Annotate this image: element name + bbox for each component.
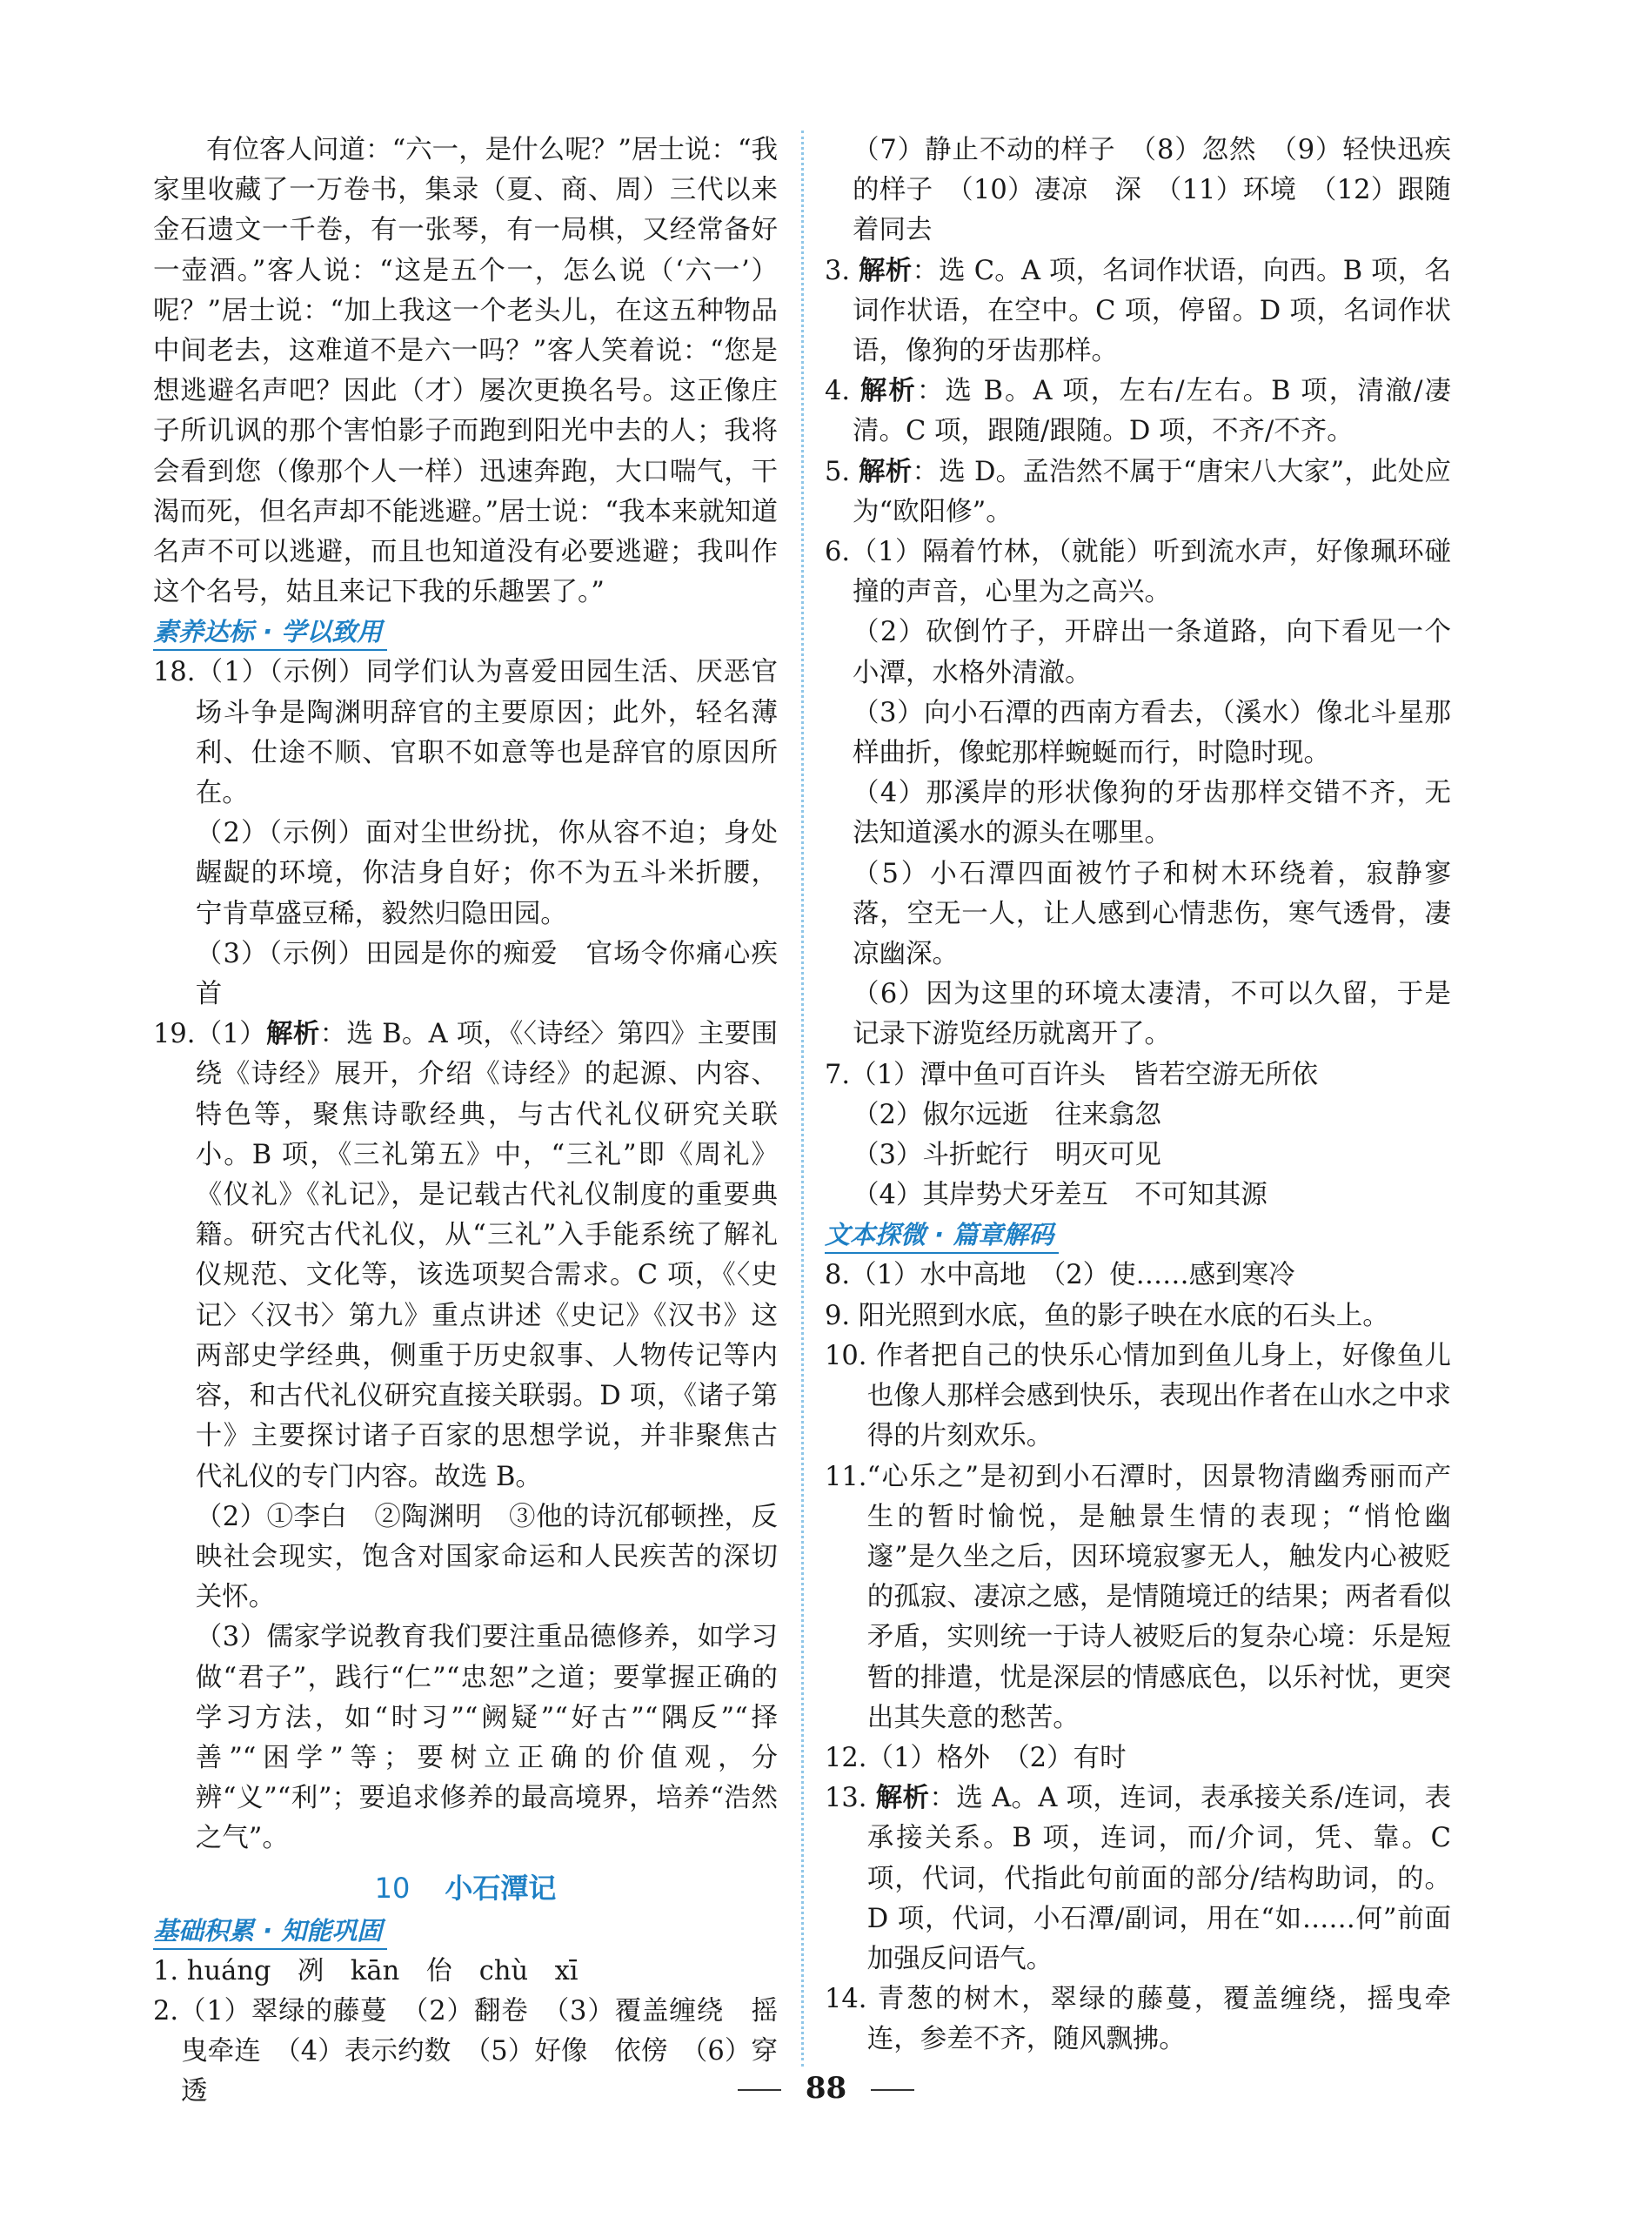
analysis-label: 解析	[859, 456, 913, 487]
answer-14: 14. 青葱的树木，翠绿的藤蔓，覆盖缠绕，摇曳牵连，参差不齐，随风飘拂。	[825, 1984, 1451, 2055]
answer-6-2: （2）砍倒竹子，开辟出一条道路，向下看见一个小潭，水格外清澈。	[853, 617, 1451, 688]
answer-6-5: （5）小石潭四面被竹子和树木环绕着，寂静寥落，空无一人，让人感到心情悲伤，寒气透骨，凄凉幽深。	[853, 858, 1451, 970]
answer-6-4: （4）那溪岸的形状像狗的牙齿那样交错不齐，无法知道溪水的源头在哪里。	[853, 778, 1451, 849]
section-heading-basics: 基础积累 · 知能巩固	[153, 1913, 387, 1950]
answer-11: 11.“心乐之”是初到小石潭时，因景物清幽秀丽而产生的暂时愉悦，是触景生情的表现；“悄怆幽邃”是久坐之后，因环境寂寥无人，触发内心被贬的孤寂、凄凉之感，是情随境迁的结果；两者看似矛盾，实则统一于诗人被贬后的复杂心境：乐是短暂的排遣，忧是深层的情感底色，以乐衬忧，更突出其失意的愁苦。	[825, 1461, 1451, 1733]
answer-18-2: （2）（示例）面对尘世纷扰，你从容不迫；身处龌龊的环境，你洁身自好；你不为五斗米折腰，宁肯草盛豆稀，毅然归隐田园。	[195, 818, 778, 929]
page-number: 88	[805, 2071, 847, 2106]
analysis-label: 解析	[859, 255, 913, 286]
analysis-label: 解析	[859, 376, 917, 407]
answer-7-1: 7.（1）潭中鱼可百许头 皆若空游无所依	[825, 1059, 1319, 1090]
answer-6-6: （6）因为这里的环境太凄清，不可以久留，于是记录下游览经历就离开了。	[853, 979, 1451, 1050]
footer-rule-left	[738, 2089, 781, 2091]
answer-1: 1. huáng 冽 kān 佁 chù xī	[153, 1955, 579, 1986]
left-column	[153, 131, 778, 2113]
footer-rule-right	[871, 2089, 914, 2091]
answer-2-continued: （7）静止不动的样子 （8）忽然 （9）轻快迅疾的样子 （10）凄凉 深 （11）环境 （12）跟随着同去	[853, 135, 1451, 246]
column-divider	[801, 131, 804, 2067]
answer-7-2: （2）俶尔远逝 往来翕忽	[853, 1099, 1161, 1130]
analysis-label: 解析	[875, 1783, 930, 1814]
lesson-heading	[153, 1868, 778, 1908]
right-column	[825, 131, 1451, 2060]
page-footer	[0, 2071, 1652, 2106]
answer-7-4: （4）其岸势犬牙差互 不可知其源	[853, 1180, 1267, 1211]
answer-9: 9. 阳光照到水底，鱼的影子映在水底的石头上。	[825, 1300, 1389, 1331]
answer-13: 13. 解析：选 A。A 项，连词，表承接关系/连词，表承接关系。B 项，连词，而/介词，凭、靠。C 项，代词，代指此句前面的部分/结构助词，的。D 项，代词，小石潭/副词，用在“如……何”前面加强反问语气。	[825, 1783, 1452, 1974]
lesson-number: 10	[374, 1871, 411, 1905]
answer-18-3: （3）（示例）田园是你的痴爱 官场令你痛心疾首	[195, 938, 778, 1010]
answer-18-1: 18.（1）（示例）同学们认为喜爱田园生活、厌恶官场斗争是陶渊明辞官的主要原因；此外，轻名薄利、仕途不顺、官职不如意等也是辞官的原因所在。	[153, 657, 778, 809]
answer-6-3: （3）向小石潭的西南方看去，（溪水）像北斗星那样曲折，像蛇那样蜿蜒而行，时隐时现。	[853, 697, 1451, 769]
answer-7-3: （3）斗折蛇行 明灭可见	[853, 1140, 1161, 1171]
answer-19-2: （2）①李白 ②陶渊明 ③他的诗沉郁顿挫，反映社会现实，饱含对国家命运和人民疾苦的深切关怀。	[195, 1501, 778, 1613]
answer-19-3: （3）儒家学说教育我们要注重品德修养，如学习做“君子”，践行“仁”“忠恕”之道；要掌握正确的学习方法，如“时习”“阙疑”“好古”“隅反”“择善”“困学”等；要树立正确的价值观，分辨“义”“利”；要追求修养的最高境界，培养“浩然之气”。	[195, 1622, 778, 1854]
answer-4: 4. 解析：选 B。A 项，左右/左右。B 项，清澈/凄清。C 项，跟随/跟随。D 项，不齐/不齐。	[825, 376, 1452, 447]
translation-paragraph: 有位客人问道：“六一，是什么呢？”居士说：“我家里收藏了一万卷书，集录（夏、商、周）三代以来金石遗文一千卷，有一张琴，有一局棋，又经常备好一壶酒。”客人说：“这是五个一，怎么说（‘六一’）呢？”居士说：“加上我这一个老头儿，在这五种物品中间老去，这难道不是六一吗？”客人笑着说：“您是想逃避名声吧？因此（才）屡次更换名号。这正像庄子所讥讽的那个害怕影子而跑到阳光中去的人；我将会看到您（像那个人一样）迅速奔跑，大口喘气，干渴而死，但名声却不能逃避。”居士说：“我本来就知道名声不可以逃避，而且也知道没有必要逃避；我叫作这个名号，姑且来记下我的乐趣罢了。”	[153, 135, 778, 608]
answer-3: 3. 解析：选 C。A 项，名词作状语，向西。B 项，名词作状语，在空中。C 项，停留。D 项，名词作状语，像狗的牙齿那样。	[825, 255, 1451, 367]
lesson-title: 小石潭记	[445, 1871, 557, 1905]
answer-2: 2.（1）翠绿的藤蔓 （2）翻卷 （3）覆盖缠绕 摇曳牵连 （4）表示约数 （5）好像 依傍 （6）穿透	[153, 1995, 778, 2107]
answer-5: 5. 解析：选 D。孟浩然不属于“唐宋八大家”，此处应为“欧阳修”。	[825, 456, 1452, 527]
answer-6-1: 6.（1）隔着竹林，（就能）听到流水声，好像珮环碰撞的声音，心里为之高兴。	[825, 537, 1451, 608]
answer-10: 10. 作者把自己的快乐心情加到鱼儿身上，好像鱼儿也像人那样会感到快乐，表现出作者在山水之中求得的片刻欢乐。	[825, 1340, 1451, 1452]
answer-8: 8.（1）水中高地 （2）使……感到寒冷	[825, 1260, 1295, 1291]
answer-19-1: 19.（1）解析：选 B。A 项，《〈诗经〉第四》主要围绕《诗经》展开，介绍《诗经》的起源、内容、特色等，聚焦诗歌经典，与古代礼仪研究关联小。B 项，《三礼第五》中，“三礼”即《周礼》《仪礼》《礼记》，是记载古代礼仪制度的重要典籍。研究古代礼仪，从“三礼”入手能系统了解礼仪规范、文化等，该选项契合需求。C 项，《〈史记〉〈汉书〉第九》重点讲述《史记》《汉书》这两部史学经典，侧重于历史叙事、人物传记等内容，和古代礼仪研究直接关联弱。D 项，《诸子第十》主要探讨诸子百家的思想学说，并非聚焦古代礼仪的专门内容。故选 B。	[153, 1019, 778, 1492]
analysis-label: 解析	[266, 1019, 320, 1050]
section-heading-literacy: 素养达标 · 学以致用	[153, 614, 387, 651]
section-heading-text-analysis: 文本探微 · 篇章解码	[825, 1217, 1059, 1254]
answer-12: 12.（1）格外 （2）有时	[825, 1742, 1127, 1773]
